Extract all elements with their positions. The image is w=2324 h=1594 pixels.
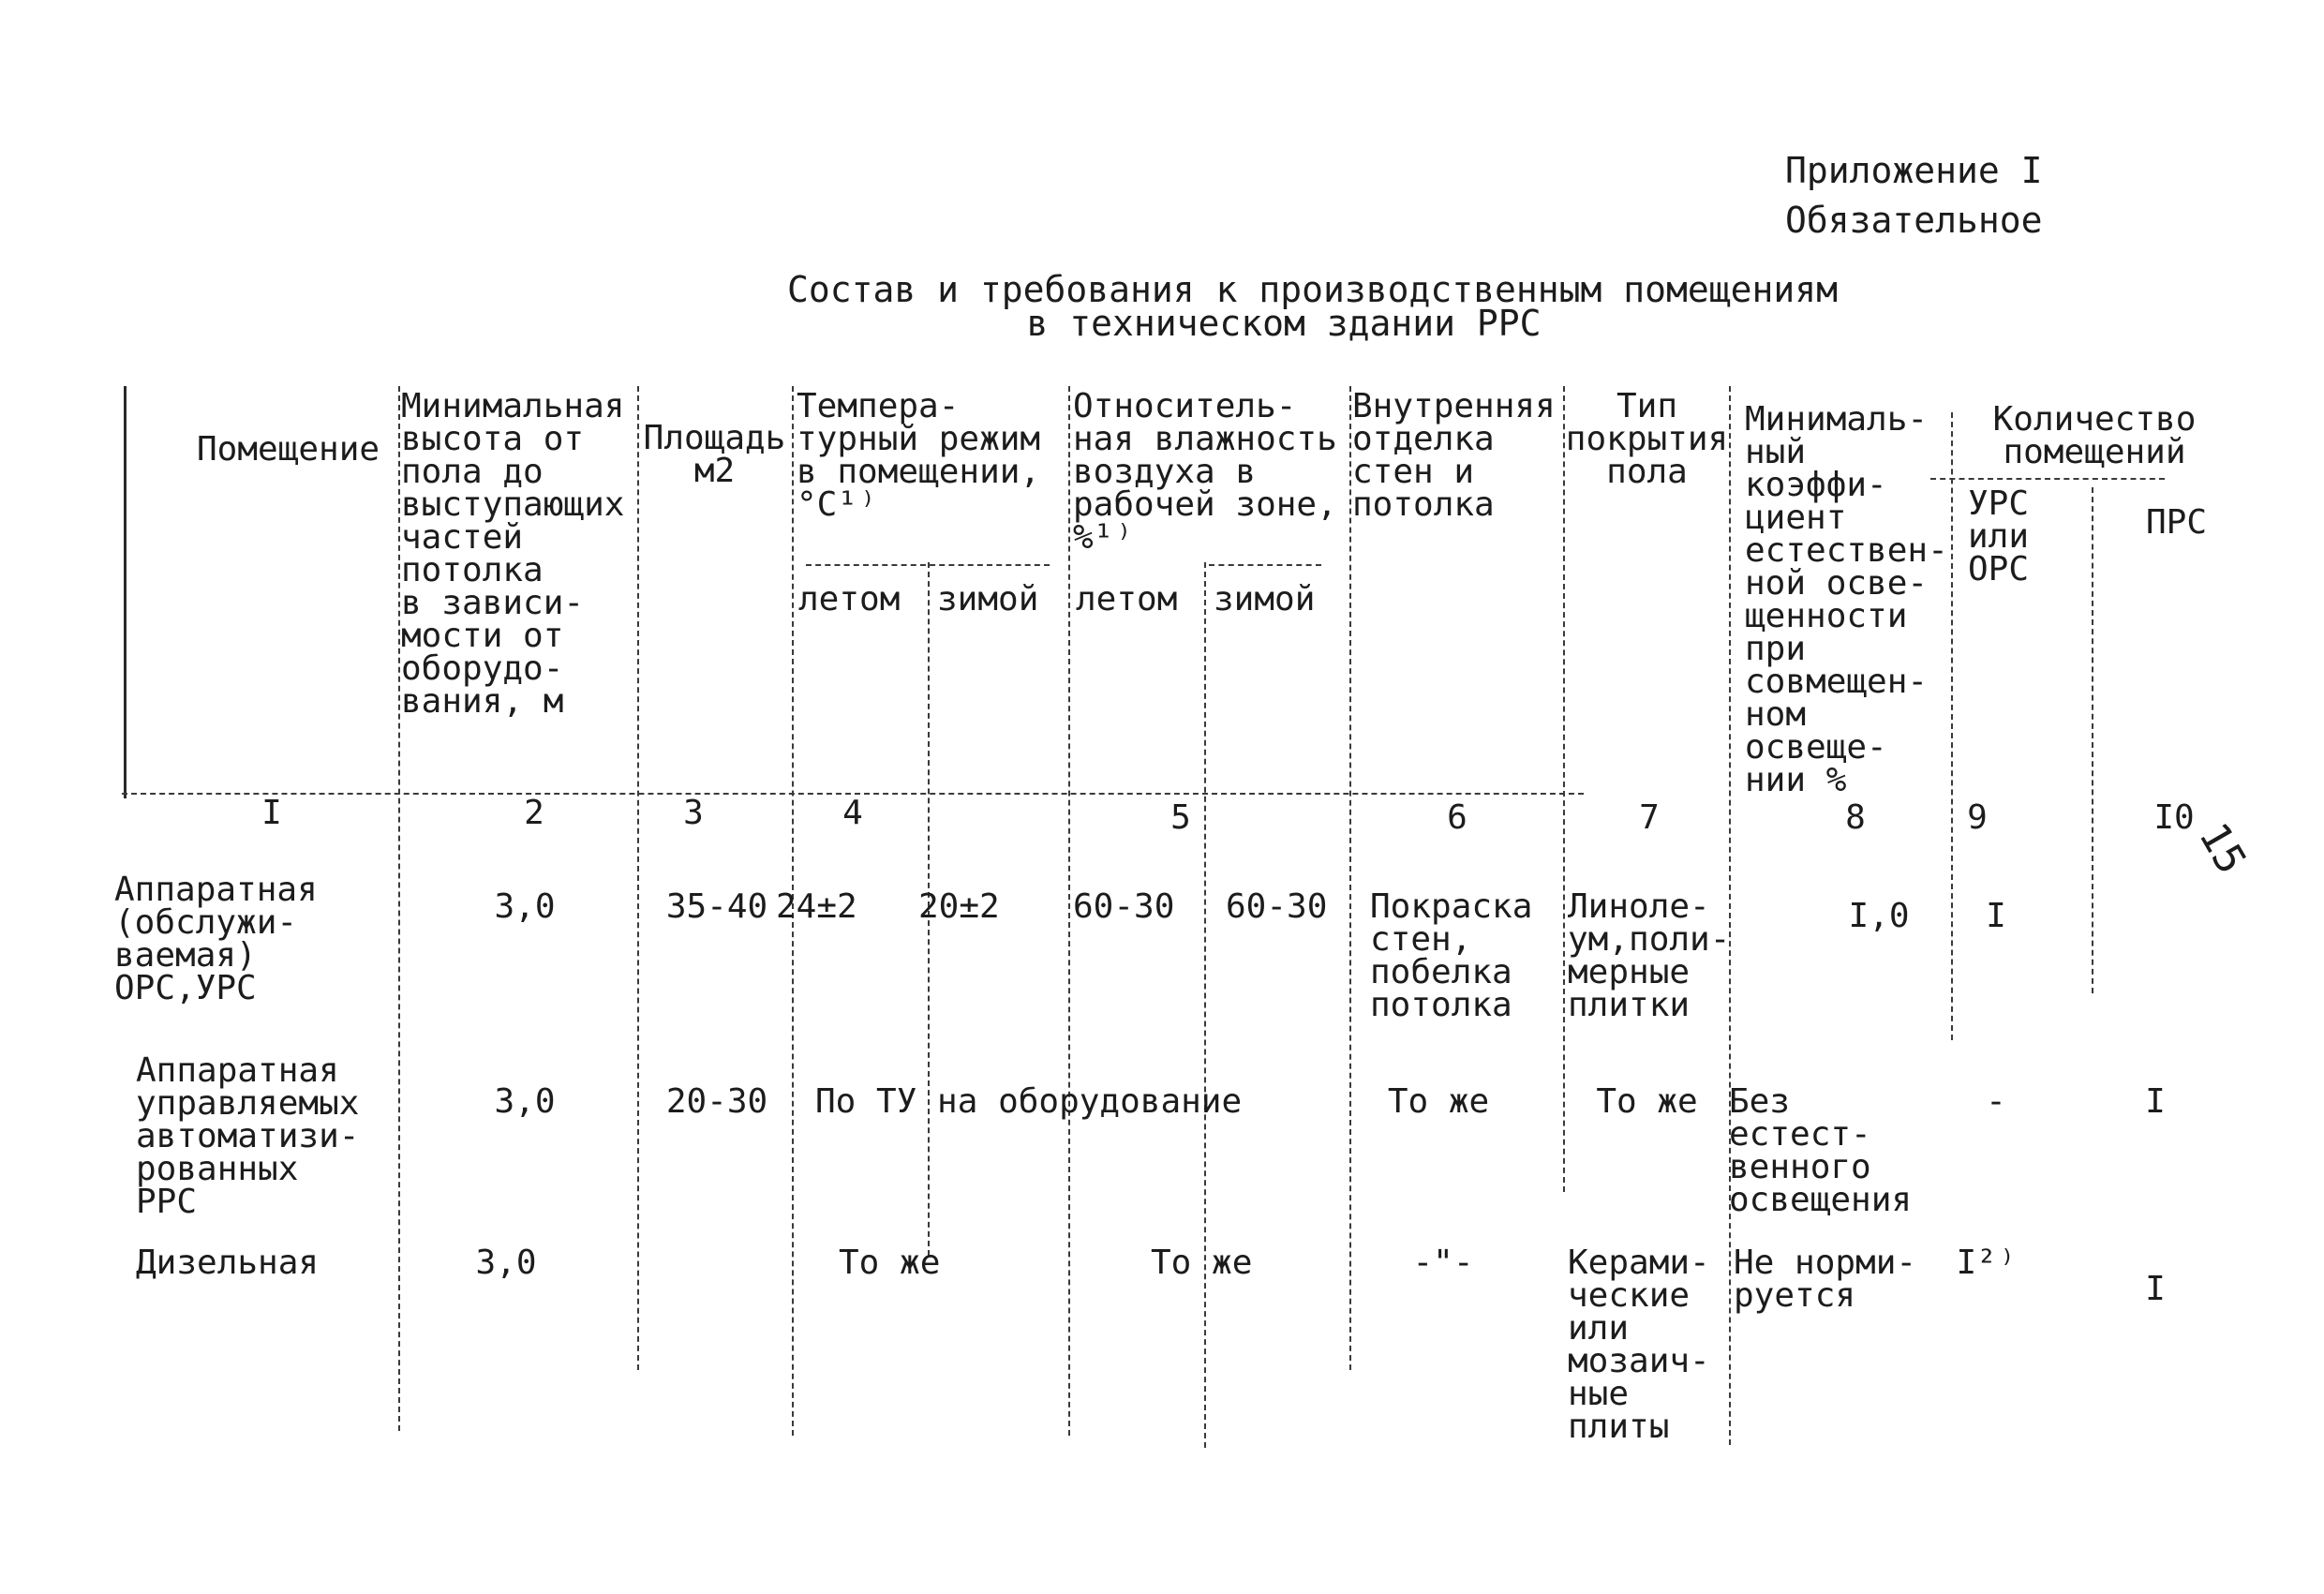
row-hum-summer: 60-30 xyxy=(1073,887,1175,926)
header-area: Площадь м2 xyxy=(643,419,786,490)
row-area: 35-40 xyxy=(665,887,768,926)
row-temp-winter: 20±2 xyxy=(918,887,1000,926)
row-count-prs: I xyxy=(2145,1270,2166,1308)
column-number: 5 xyxy=(1170,798,1191,837)
grid-line xyxy=(806,564,1050,566)
grid-line xyxy=(1951,412,1953,1040)
row-room: Дизельная xyxy=(136,1244,320,1282)
grid-line xyxy=(1204,562,1206,1448)
row-temp: То же xyxy=(839,1244,941,1282)
header-count: Количество помещений xyxy=(1992,400,2197,471)
header-floor: Тип покрытия пола xyxy=(1565,387,1729,491)
row-temp-summer: 24±2 xyxy=(776,887,857,926)
header-count-urs: УРС или ОРС xyxy=(1968,484,2030,588)
grid-line xyxy=(1930,478,2165,480)
column-number: 6 xyxy=(1447,798,1467,837)
row-height: 3,0 xyxy=(494,1082,556,1121)
row-floor: Линоле- ум,поли- мерные плитки xyxy=(1568,887,1731,1024)
column-number: 4 xyxy=(842,794,863,832)
column-number: 2 xyxy=(524,794,544,832)
header-room: Помещение xyxy=(197,430,380,469)
header-temp-summer: летом xyxy=(798,580,901,618)
grid-line xyxy=(637,386,639,1370)
header-hum-winter: зимой xyxy=(1214,580,1316,618)
header-min-height: Минимальная высота от пола до выступающих частей потолка в зависи- мости от оборудо- вания, м xyxy=(401,387,625,721)
row-light: I,0 xyxy=(1848,897,1910,935)
row-finish: Покраска стен, побелка потолка xyxy=(1370,887,1533,1024)
column-number: I xyxy=(261,794,282,832)
header-humidity: Относитель- ная влажность воздуха в рабочей зоне, %¹⁾ xyxy=(1073,387,1337,557)
row-light: Без естест- венного освещения xyxy=(1729,1082,1913,1219)
column-number: 3 xyxy=(683,794,704,832)
row-light: Не норми- руется xyxy=(1734,1244,1917,1315)
grid-line xyxy=(1349,386,1351,1370)
row-humidity: То же xyxy=(1151,1244,1253,1282)
column-number: 7 xyxy=(1639,798,1660,837)
page-number-handwritten: 15 xyxy=(2189,814,2256,883)
row-count-urs: I xyxy=(1986,897,2006,935)
row-count-prs: I xyxy=(2145,1082,2166,1121)
grid-line xyxy=(124,386,127,798)
header-temp-winter: зимой xyxy=(937,580,1039,618)
header-temperature: Темпера- турный режим в помещении, °С¹⁾ xyxy=(797,387,1041,524)
row-count-urs: - xyxy=(1986,1082,2006,1121)
header-count-prs: ПРС xyxy=(2146,503,2208,542)
grid-line xyxy=(398,386,400,1431)
grid-line xyxy=(1209,564,1321,566)
row-room: Аппаратная (обслужи- ваемая) ОРС,УРС xyxy=(114,871,318,1007)
grid-line xyxy=(2092,487,2093,993)
row-finish: -"- xyxy=(1412,1244,1474,1282)
row-count-urs: I²⁾ xyxy=(1956,1244,2018,1282)
column-number: 9 xyxy=(1967,798,1988,837)
row-floor: Керами- ческие или мозаич- ные плиты xyxy=(1568,1244,1710,1446)
header-finish: Внутренняя отделка стен и потолка xyxy=(1352,387,1556,524)
row-conditions: По ТУ на оборудование xyxy=(815,1082,1243,1121)
row-finish: То же xyxy=(1387,1082,1490,1121)
grid-line xyxy=(1068,386,1070,1436)
appendix-number: Приложение I xyxy=(1785,150,2043,191)
header-light: Минималь- ный коэффи- циент естествен- ной осве- щенности при совмещен- ном освеще- нии % xyxy=(1745,400,1948,799)
row-room: Аппаратная управляемых автоматизи- рованных РРС xyxy=(136,1051,360,1221)
row-hum-winter: 60-30 xyxy=(1226,887,1328,926)
column-number: I0 xyxy=(2153,798,2195,837)
column-number: 8 xyxy=(1845,798,1866,837)
header-hum-summer: летом xyxy=(1076,580,1178,618)
document-subtitle: в техническом здании РРС xyxy=(1026,303,1542,344)
document-title: Состав и требования к производственным помещениям xyxy=(787,269,1839,310)
row-height: 3,0 xyxy=(494,887,556,926)
row-area: 20-30 xyxy=(665,1082,768,1121)
grid-line xyxy=(1563,386,1565,1192)
appendix-status: Обязательное xyxy=(1785,200,2043,241)
row-height: 3,0 xyxy=(475,1244,537,1282)
row-floor: То же xyxy=(1596,1082,1698,1121)
